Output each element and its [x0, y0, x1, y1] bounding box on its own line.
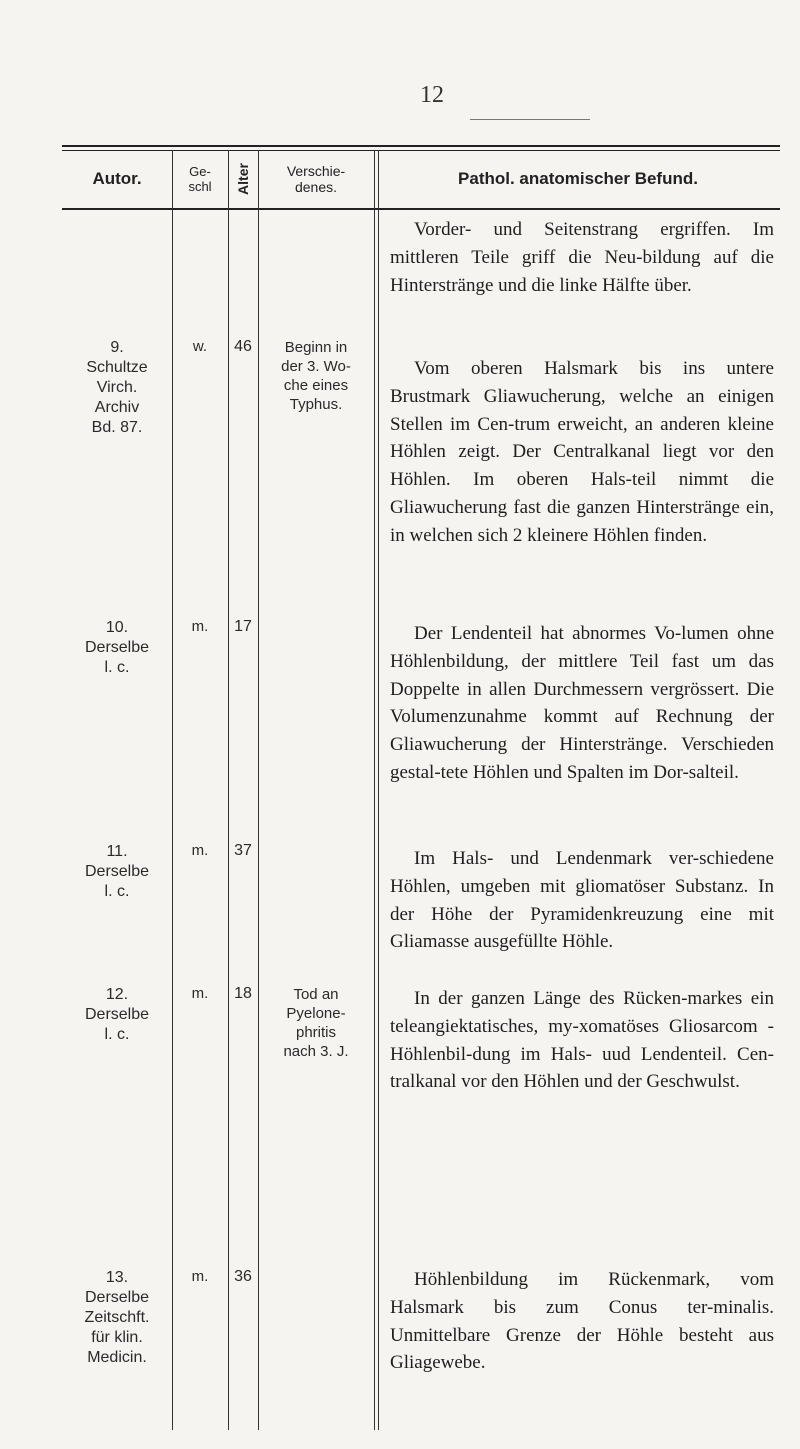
row-verschiedenes: Tod an Pyelone- phritis nach 3. J.	[283, 986, 349, 1060]
header-geschlecht: Ge- schl	[188, 164, 212, 194]
header-alter: Alter	[235, 163, 251, 195]
page-number: 12	[420, 82, 444, 108]
row-verschiedenes: Beginn in der 3. Wo- che eines Typhus.	[281, 339, 351, 413]
page-number-rule	[470, 119, 590, 120]
row-alter: 36	[234, 1268, 252, 1285]
row-autor: 12. Derselbe l. c.	[84, 986, 150, 1043]
row-autor: 9. Schultze Virch. Archiv Bd. 87.	[86, 339, 148, 436]
row-befund: Im Hals- und Lendenmark ver-schiedene Höhlen, umgeben mit gliomatöser Substanz. In der Höhe der Pyramidenkreuzung eine mit Gliamasse ausgefüllte Höhle.	[390, 848, 774, 953]
table-header-rule	[62, 208, 780, 210]
column-divider	[374, 150, 375, 1430]
row-autor: 11. Derselbe l. c.	[84, 843, 150, 900]
column-divider	[378, 150, 379, 1430]
header-befund: Pathol. anatomischer Befund.	[458, 169, 698, 188]
befund-carryover: Vorder- und Seitenstrang ergriffen. Im mittleren Teile griff die Neu-bildung auf die Hinterstränge und die linke Hälfte über.	[390, 219, 774, 296]
row-befund: Höhlenbildung im Rückenmark, vom Halsmark bis zum Conus ter-minalis. Unmittelbare Grenze der Höhle besteht aus Gliagewebe.	[390, 1269, 774, 1374]
row-geschlecht: m.	[191, 618, 209, 635]
row-befund: Der Lendenteil hat abnormes Vo-lumen ohne Höhlenbildung, der mittlere Teil fast um das Doppelte in allen Durchmessern vergrössert. Die Volumenzunahme kommt auf Rechnung der Gliawucherung der Hinterstränge. Verschieden gestal-tete Höhlen und Spalten im Dor-salteil.	[390, 623, 774, 783]
row-alter: 37	[234, 842, 252, 859]
row-alter: 17	[234, 618, 252, 635]
header-autor: Autor.	[92, 169, 142, 188]
row-geschlecht: w.	[192, 338, 208, 355]
row-befund: In der ganzen Länge des Rücken-markes ein teleangiektatisches, my-xomatöses Gliosarcom - Höhlenbil-dung im Hals- uud Lendenteil. Cen-tralkanal vor den Höhlen und der Geschwulst.	[390, 988, 774, 1093]
row-geschlecht: m.	[191, 842, 209, 859]
row-autor: 13. Derselbe Zeitschft. für klin. Medicin.	[84, 1269, 150, 1366]
row-geschlecht: m.	[191, 1268, 209, 1285]
row-geschlecht: m.	[191, 985, 209, 1002]
row-alter: 46	[234, 338, 252, 355]
header-verschiedenes: Verschie- denes.	[286, 163, 346, 195]
row-alter: 18	[234, 985, 252, 1002]
table-top-rule	[62, 145, 780, 151]
row-befund: Vom oberen Halsmark bis ins untere Brustmark Gliawucherung, welche an einigen Stellen im Cen-trum erweicht, an anderen kleine Höhlen zeigt. Der Centralkanal liegt vor den Höhlen. Im oberen Hals-teil nimmt die Gliawucherung fast die ganzen Hinterstränge ein, in welchen sich 2 kleinere Höhlen finden.	[390, 358, 774, 546]
row-autor: 10. Derselbe l. c.	[84, 619, 150, 676]
